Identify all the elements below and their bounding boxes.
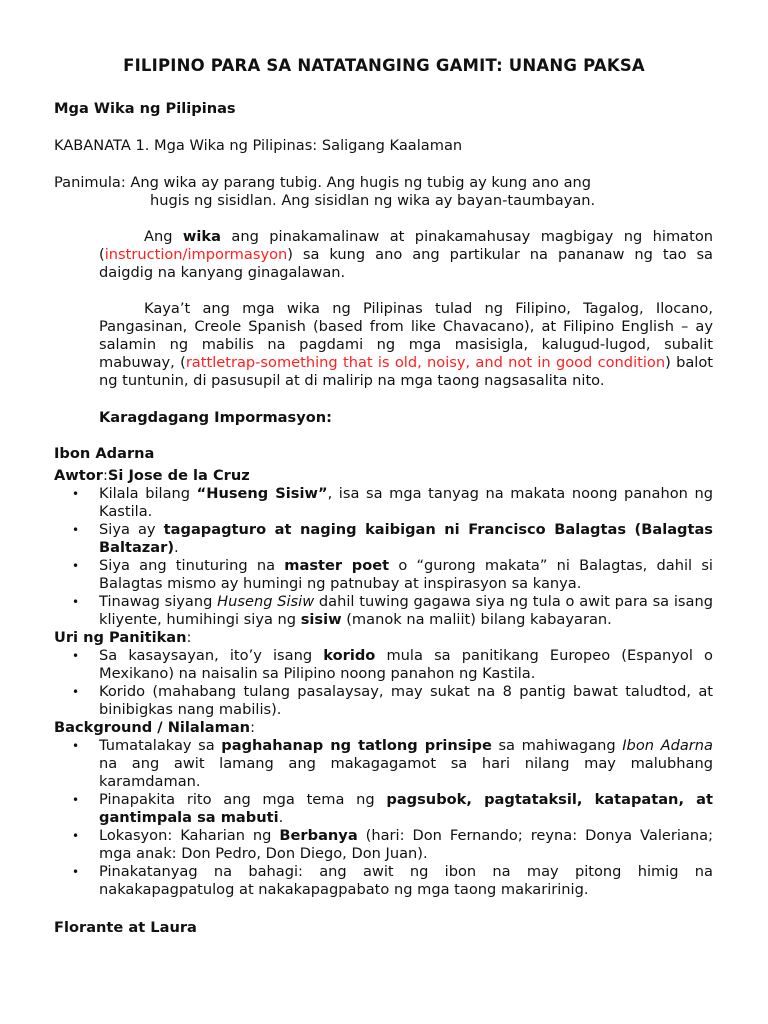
awtor-sep: : bbox=[102, 467, 108, 484]
awtor-label: Awtor bbox=[54, 467, 103, 484]
text-run: Siya ay bbox=[99, 521, 164, 538]
florante-heading: Florante at Laura bbox=[54, 919, 197, 936]
uri-list bbox=[54, 647, 713, 719]
list-item bbox=[54, 593, 713, 629]
list-item bbox=[54, 521, 713, 557]
text-run: Lokasyon: Kaharian ng bbox=[99, 827, 280, 844]
list-item bbox=[54, 791, 713, 827]
section-heading-wika: Mga Wika ng Pilipinas bbox=[54, 100, 236, 117]
list-item bbox=[54, 737, 713, 791]
awtor-name: Si Jose de la Cruz bbox=[107, 467, 250, 484]
bold-term: korido bbox=[323, 647, 376, 664]
bold-term: “Huseng Sisiw” bbox=[196, 485, 328, 502]
bold-term: master poet bbox=[284, 557, 390, 574]
chapter-heading: KABANATA 1. Mga Wika ng Pilipinas: Saligang Kaalaman bbox=[54, 137, 463, 154]
uri-sep: : bbox=[186, 629, 192, 646]
bold-term: paghahanap ng tatlong prinsipe bbox=[221, 737, 492, 754]
text-run: , isa sa mga tanyag na makata noong panahon ng Kastila. bbox=[99, 485, 713, 520]
list-item bbox=[54, 485, 713, 521]
list-item bbox=[54, 683, 713, 719]
list-item bbox=[54, 827, 713, 863]
bold-term: sisiw bbox=[300, 611, 342, 628]
bold-term: Berbanya bbox=[279, 827, 358, 844]
text-run: Pinapakita rito ang mga tema ng bbox=[99, 791, 387, 808]
panimula-line-1: Panimula: Ang wika ay parang tubig. Ang hugis ng tubig ay kung ano ang bbox=[54, 174, 592, 191]
red-gloss-rattletrap: rattletrap-something that is old, noisy, and not in good condition bbox=[185, 354, 666, 371]
red-gloss-instruction: instruction/impormasyon bbox=[104, 246, 288, 263]
italic-term: Ibon Adarna bbox=[622, 737, 713, 754]
text-run: . bbox=[174, 539, 179, 556]
paragraph-wika bbox=[99, 228, 713, 282]
extra-info-heading: Karagdagang Impormasyon: bbox=[99, 409, 332, 426]
text-run: (manok na maliit) bilang kabayaran. bbox=[341, 611, 612, 628]
text-run: Tumatalakay sa bbox=[99, 737, 222, 754]
bold-term: tagapagturo at naging kaibigan ni Francisco Balagtas (Balagtas Baltazar) bbox=[99, 521, 713, 556]
bold-term: pagsubok, pagtataksil, katapatan, at gantimpala sa mabuti bbox=[99, 791, 713, 826]
text-run: ) balot ng tuntunin, di pasusupil at di malirip na mga taong nagsasalita nito. bbox=[99, 354, 713, 389]
background-label: Background / Nilalaman bbox=[54, 719, 251, 736]
text-run: ang pinakamalinaw at pinakamahusay magbigay ng himaton ( bbox=[99, 228, 713, 263]
text-run: Kaya’t ang mga wika ng Pilipinas tulad ng Filipino, Tagalog, Ilocano, Pangasinan, Creole Spanish (based from like Chavacano), at Filipino English – ay salamin ng mabilis na pagdami ng mga masisigla, kalugud-lugod, subalit mabuway, ( bbox=[99, 300, 713, 371]
text-run: mula sa panitikang Europeo (Espanyol o Mexikano) na naisalin sa Pilipino noong panahon ng Kastila. bbox=[99, 647, 713, 682]
text-run: dahil tuwing gagawa siya ng tula o awit para sa isang kliyente, humihingi siya ng bbox=[99, 593, 713, 628]
text-run: Kilala bilang bbox=[99, 485, 197, 502]
background-list bbox=[54, 737, 713, 899]
bold-term-wika: wika bbox=[182, 228, 221, 245]
text-run: sa mahiwagang bbox=[491, 737, 623, 754]
list-item bbox=[54, 557, 713, 593]
panimula-line-2: hugis ng sisidlan. Ang sisidlan ng wika ay bayan-taumbayan. bbox=[150, 192, 596, 209]
italic-term: Huseng Sisiw bbox=[217, 593, 315, 610]
paragraph-wika-pilipinas bbox=[99, 300, 713, 390]
text-run: o “gurong makata” ni Balagtas, dahil si Balagtas mismo ay humingi ng patnubay at inspirasyon sa kanya. bbox=[99, 557, 713, 592]
text-run: Ang bbox=[144, 228, 183, 245]
background-sep: : bbox=[250, 719, 255, 736]
text-run: Pinakatanyag na bahagi: ang awit ng ibon na may pitong himig na nakakapagpatulog at nakakapagpabato ng mga taong makaririnig. bbox=[99, 863, 713, 898]
background-heading bbox=[54, 719, 255, 737]
text-run: (hari: Don Fernando; reyna: Donya Valeriana; mga anak: Don Pedro, Don Diego, Don Juan). bbox=[99, 827, 713, 862]
text-run: Siya ang tinuturing na bbox=[99, 557, 285, 574]
ibon-adarna-heading: Ibon Adarna bbox=[54, 445, 155, 462]
uri-label: Uri ng Panitikan bbox=[54, 629, 187, 646]
list-item bbox=[54, 647, 713, 683]
text-run: Sa kasaysayan, ito’y isang bbox=[99, 647, 324, 664]
text-run: Korido (mahabang tulang pasalaysay, may sukat na 8 pantig bawat taludtod, at binibigkas nang mabilis). bbox=[99, 683, 713, 718]
list-item bbox=[54, 863, 713, 899]
awtor-heading bbox=[54, 467, 250, 485]
text-run: ) sa kung ano ang partikular na pananaw ng tao sa daigdig na kanyang ginagalawan. bbox=[99, 246, 713, 281]
uri-heading bbox=[54, 629, 191, 647]
text-run: na ang awit lamang ang makagagamot sa hari nilang may malubhang karamdaman. bbox=[99, 755, 713, 790]
text-run: Tinawag siyang bbox=[99, 593, 218, 610]
awtor-list bbox=[54, 485, 713, 629]
text-run: . bbox=[278, 809, 284, 826]
page-title: FILIPINO PARA SA NATATANGING GAMIT: UNANG PAKSA bbox=[123, 56, 645, 75]
